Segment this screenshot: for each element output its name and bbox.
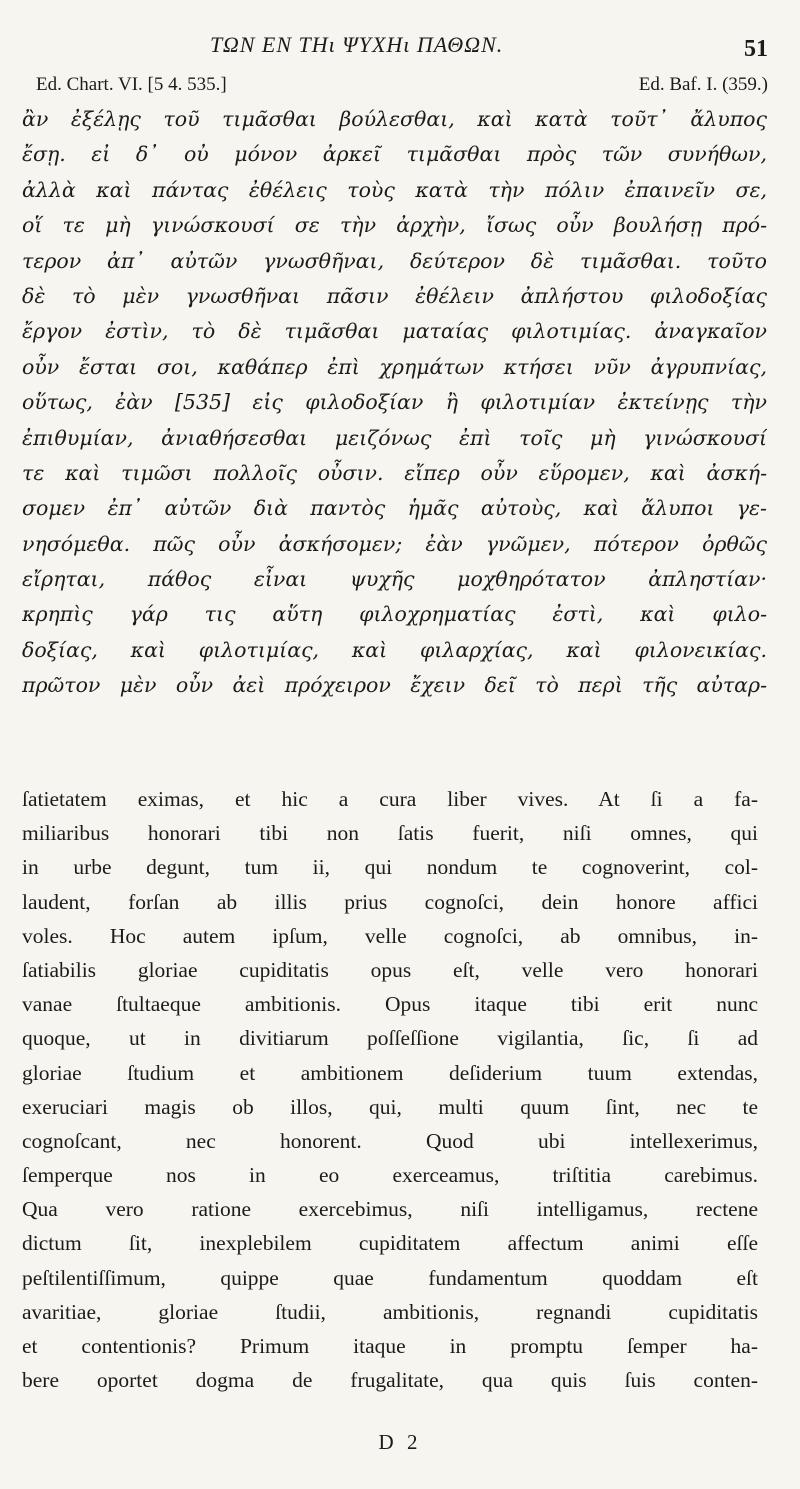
greek-line: τερον ἀπ᾽ αὐτῶν γνωσθῆναι, δεύτερον δὲ τιμᾶσθαι. τοῦτο: [22, 248, 767, 273]
greek-line: ἂν ἐξέλῃς τοῦ τιμᾶσθαι βούλεσθαι, καὶ κατὰ τοῦτ᾽ ἄλυπος: [22, 107, 767, 131]
edition-references: [36, 74, 768, 102]
latin-line: ſemperque nos in eo exerceamus, triſtitia carebimus.: [22, 1163, 758, 1188]
latin-line: cognoſcant, nec honorent. Quod ubi intellexerimus,: [22, 1128, 758, 1153]
latin-line: laudent, forſan ab illis prius cognoſci, dein honore affici: [22, 889, 758, 914]
latin-line: et contentionis? Primum itaque in promptu ſemper ha-: [22, 1334, 758, 1358]
signature-mark: D 2: [378, 1430, 422, 1454]
greek-line: σομεν ἐπ᾽ αὐτῶν διὰ παντὸς ἡμᾶς αὐτοὺς, καὶ ἄλυποι γε-: [22, 496, 767, 521]
latin-line: ſatiabilis gloriae cupiditatis opus eſt, velle vero honorari: [22, 957, 758, 982]
latin-line: miliaribus honorari tibi non ſatis fuerit, niſi omnes, qui: [22, 821, 758, 846]
greek-line: οὕτως, ἐὰν [535] εἰς φιλοδοξίαν ἢ φιλοτιμίαν ἐκτείνῃς τὴν: [22, 390, 767, 415]
latin-line: avaritiae, gloriae ſtudii, ambitionis, regnandi cupiditatis: [22, 1299, 758, 1324]
edition-basel-reference: Ed. Baf. I. (359.): [638, 74, 768, 95]
greek-line: δὲ τὸ μὲν γνωσθῆναι πᾶσιν ἐθέλειν ἀπλήστου φιλοδοξίας: [22, 283, 767, 308]
latin-text-block: [22, 782, 758, 1397]
greek-line: οἵ τε μὴ γινώσκουσί σε τὴν ἀρχὴν, ἴσως οὖν βουλήσῃ πρό-: [22, 213, 767, 238]
greek-line: ἔσῃ. εἰ δ᾽ οὐ μόνον ἀρκεῖ τιμᾶσθαι πρὸς τῶν συνήθων,: [22, 142, 767, 167]
greek-line: εἴρηται, πάθος εἶναι ψυχῆς μοχθηρότατον ἀπληστίαν·: [22, 567, 767, 592]
latin-line: dictum ſit, inexplebilem cupiditatem affectum animi eſſe: [22, 1231, 758, 1256]
greek-line: κρηπὶς γάρ τις αὕτη φιλοχρηματίας ἐστὶ, καὶ φιλο-: [22, 602, 767, 627]
latin-line: voles. Hoc autem ipſum, velle cognoſci, ab omnibus, in-: [22, 923, 758, 948]
greek-line: τε καὶ τιμῶσι πολλοῖς οὖσιν. εἴπερ οὖν εὕρομεν, καὶ ἀσκή-: [22, 460, 767, 485]
running-title: ΤΩΝ ΕΝ ΤΗι ΨΥΧΗι ΠΑΘΩΝ.: [210, 32, 504, 57]
page-number: 51: [744, 36, 768, 62]
greek-line: ἔργον ἐστὶν, τὸ δὲ τιμᾶσθαι ματαίας φιλοτιμίας. ἀναγκαῖον: [22, 319, 767, 344]
greek-line: νησόμεθα. πῶς οὖν ἀσκήσομεν; ἐὰν γνῶμεν, πότερον ὀρθῶς: [22, 531, 767, 556]
greek-line: ἀλλὰ καὶ πάντας ἐθέλεις τοὺς κατὰ τὴν πόλιν ἐπαινεῖν σε,: [22, 177, 767, 202]
greek-line: ἐπιθυμίαν, ἀνιαθήσεσθαι μειζόνως ἐπὶ τοῖς μὴ γινώσκουσί: [22, 425, 767, 450]
latin-line: vanae ſtultaeque ambitionis. Opus itaque tibi erit nunc: [22, 992, 758, 1017]
latin-line: quoque, ut in divitiarum poſſeſſione vigilantia, ſic, ſi ad: [22, 1026, 758, 1051]
latin-line: in urbe degunt, tum ii, qui nondum te cognoverint, col-: [22, 855, 758, 880]
latin-line: gloriae ſtudium et ambitionem deſiderium tuum extendas,: [22, 1060, 758, 1085]
latin-line: exeruciari magis ob illos, qui, multi quum ſint, nec te: [22, 1094, 758, 1119]
greek-line: δοξίας, καὶ φιλοτιμίας, καὶ φιλαρχίας, καὶ φιλονεικίας.: [22, 637, 767, 662]
latin-line: ſatietatem eximas, et hic a cura liber vives. At ſi a fa-: [22, 787, 758, 811]
greek-text-block: [22, 102, 767, 704]
greek-line: οὖν ἔσται σοι, καθάπερ ἐπὶ χρημάτων κτήσει νῦν ἀγρυπνίας,: [22, 354, 767, 379]
edition-chart-reference: Ed. Chart. VI. [5 4. 535.]: [36, 74, 227, 95]
latin-line: bere oportet dogma de frugalitate, qua quis ſuis conten-: [22, 1368, 758, 1393]
greek-line: πρῶτον μὲν οὖν ἀεὶ πρόχειρον ἔχειν δεῖ τὸ περὶ τῆς αὐταρ-: [22, 673, 767, 698]
latin-line: Qua vero ratione exercebimus, niſi intelligamus, rectene: [22, 1197, 758, 1222]
running-head: [0, 30, 800, 64]
latin-line: peſtilentiſſimum, quippe quae fundamentum quoddam eſt: [22, 1265, 758, 1290]
